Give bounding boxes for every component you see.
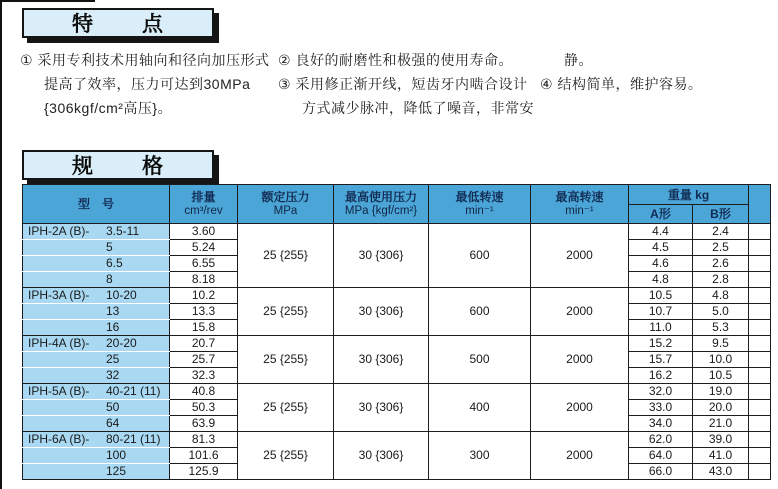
rated-pressure-cell: 25 {255}: [238, 224, 334, 288]
displacement-cell: 101.6: [170, 448, 238, 464]
edge-cell: [749, 304, 771, 320]
weight-a-cell: 10.7: [629, 304, 693, 320]
model-cell: [23, 272, 170, 288]
model-cell: [23, 224, 170, 240]
feature-column: [540, 48, 770, 120]
weight-b-cell: 20.0: [693, 400, 749, 416]
model-cell: [23, 368, 170, 384]
model-size-label: 125: [106, 464, 127, 478]
model-cell: [23, 416, 170, 432]
table-row: [23, 336, 771, 352]
displacement-cell: 20.7: [170, 336, 238, 352]
weight-b-cell: 2.4: [693, 224, 749, 240]
model-series-label: IPH-3A (B)-: [28, 288, 90, 302]
page-top-border: [0, 0, 95, 2]
weight-b-cell: 2.6: [693, 256, 749, 272]
displacement-cell: 40.8: [170, 384, 238, 400]
features-text: [20, 48, 770, 120]
weight-a-cell: 4.4: [629, 224, 693, 240]
weight-b-cell: 5.0: [693, 304, 749, 320]
model-size-label: 40-21 (11): [106, 384, 161, 398]
displacement-cell: 3.60: [170, 224, 238, 240]
min-speed-cell: 600: [429, 288, 531, 336]
features-title-char: 点: [142, 13, 164, 36]
model-size-label: 100: [106, 448, 127, 462]
displacement-cell: 81.3: [170, 432, 238, 448]
model-cell: [23, 352, 170, 368]
model-size-label: 64: [106, 416, 120, 430]
displacement-cell: 8.18: [170, 272, 238, 288]
col-header-min-speed: 最低转速 min⁻¹: [429, 185, 531, 224]
model-series-label: IPH-2A (B)-: [28, 224, 90, 238]
displacement-cell: 32.3: [170, 368, 238, 384]
feature-line: 提高了效率，压力可达到30MPa: [44, 76, 251, 92]
model-series-label: IPH-6A (B)-: [28, 432, 90, 446]
displacement-cell: 6.55: [170, 256, 238, 272]
edge-cell: [749, 320, 771, 336]
weight-a-cell: 16.2: [629, 368, 693, 384]
weight-b-cell: 2.5: [693, 240, 749, 256]
model-cell: [23, 464, 170, 480]
edge-cell: [749, 384, 771, 400]
edge-cell: [749, 240, 771, 256]
weight-b-cell: 19.0: [693, 384, 749, 400]
weight-a-cell: 4.5: [629, 240, 693, 256]
model-series-label: IPH-4A (B)-: [28, 336, 90, 350]
col-header-weight-a: A形: [629, 205, 693, 224]
feature-column: [20, 48, 278, 120]
edge-cell: [749, 352, 771, 368]
edge-cell: [749, 400, 771, 416]
weight-b-cell: 10.0: [693, 352, 749, 368]
max-pressure-cell: 30 {306}: [334, 224, 429, 288]
spec-table-wrap: [22, 184, 771, 480]
model-size-label: 50: [106, 400, 120, 414]
weight-a-cell: 32.0: [629, 384, 693, 400]
max-pressure-cell: 30 {306}: [334, 336, 429, 384]
min-speed-cell: 400: [429, 384, 531, 432]
max-pressure-cell: 30 {306}: [334, 432, 429, 480]
rated-pressure-cell: 25 {255}: [238, 432, 334, 480]
edge-cell: [749, 272, 771, 288]
edge-cell: [749, 416, 771, 432]
weight-b-cell: 9.5: [693, 336, 749, 352]
weight-b-cell: 5.3: [693, 320, 749, 336]
model-cell: [23, 320, 170, 336]
max-speed-cell: 2000: [531, 432, 629, 480]
col-header-model: 型 号: [23, 185, 170, 224]
model-cell: [23, 240, 170, 256]
edge-cell: [749, 448, 771, 464]
model-size-label: 3.5-11: [106, 224, 140, 238]
table-row: [23, 224, 771, 240]
model-cell: [23, 288, 170, 304]
feature-line: 静。: [564, 52, 593, 68]
rated-pressure-cell: 25 {255}: [238, 384, 334, 432]
col-header-max-speed: 最高转速 min⁻¹: [531, 185, 629, 224]
weight-b-cell: 43.0: [693, 464, 749, 480]
edge-cell: [749, 256, 771, 272]
table-row: [23, 384, 771, 400]
feature-line: ③ 采用修正渐开线，短齿牙内啮合设计: [278, 76, 528, 92]
rated-pressure-cell: 25 {255}: [238, 288, 334, 336]
min-speed-cell: 500: [429, 336, 531, 384]
edge-cell: [749, 368, 771, 384]
model-cell: [23, 256, 170, 272]
col-header-weight: 重量 kg: [629, 185, 749, 205]
weight-a-cell: 34.0: [629, 416, 693, 432]
weight-a-cell: 10.5: [629, 288, 693, 304]
model-size-label: 8: [106, 272, 113, 286]
weight-a-cell: 15.2: [629, 336, 693, 352]
col-header-max-pressure: 最高使用压力 MPa {kgf/cm²}: [334, 185, 429, 224]
model-size-label: 5: [106, 240, 113, 254]
edge-cell: [749, 224, 771, 240]
feature-line: ② 良好的耐磨性和极强的使用寿命。: [278, 52, 513, 68]
displacement-cell: 13.3: [170, 304, 238, 320]
displacement-cell: 63.9: [170, 416, 238, 432]
edge-cell: [749, 432, 771, 448]
weight-a-cell: 4.6: [629, 256, 693, 272]
features-title-char: 特: [72, 13, 94, 36]
displacement-cell: 15.8: [170, 320, 238, 336]
weight-b-cell: 39.0: [693, 432, 749, 448]
col-header-weight-b: B形: [693, 205, 749, 224]
model-series-label: IPH-5A (B)-: [28, 384, 90, 398]
weight-a-cell: 66.0: [629, 464, 693, 480]
model-size-label: 25: [106, 352, 120, 366]
weight-b-cell: 10.5: [693, 368, 749, 384]
model-cell: [23, 432, 170, 448]
model-size-label: 10-20: [106, 288, 137, 302]
model-cell: [23, 304, 170, 320]
feature-column: [278, 48, 540, 120]
table-row: [23, 288, 771, 304]
weight-a-cell: 15.7: [629, 352, 693, 368]
model-size-label: 16: [106, 320, 120, 334]
specs-title-char: 规: [72, 155, 94, 178]
model-cell: [23, 448, 170, 464]
weight-b-cell: 41.0: [693, 448, 749, 464]
weight-a-cell: 64.0: [629, 448, 693, 464]
edge-cell: [749, 336, 771, 352]
feature-line: 方式减少脉冲，降低了噪音，非常安: [302, 100, 534, 116]
feature-line: {306kgf/cm²高压}。: [44, 100, 173, 116]
model-size-label: 13: [106, 304, 120, 318]
weight-b-cell: 21.0: [693, 416, 749, 432]
feature-line: ① 采用专利技术用轴向和径向加压形式: [20, 52, 270, 68]
model-cell: [23, 400, 170, 416]
displacement-cell: 5.24: [170, 240, 238, 256]
page-left-border: [0, 0, 2, 489]
edge-cell: [749, 464, 771, 480]
model-size-label: 6.5: [106, 256, 123, 270]
specs-title-char: 格: [142, 155, 164, 178]
col-header-rated-pressure: 额定压力 MPa: [238, 185, 334, 224]
weight-b-cell: 4.8: [693, 288, 749, 304]
col-header-displacement: 排量 cm³/rev: [170, 185, 238, 224]
max-pressure-cell: 30 {306}: [334, 288, 429, 336]
min-speed-cell: 600: [429, 224, 531, 288]
model-cell: [23, 384, 170, 400]
model-size-label: 32: [106, 368, 120, 382]
max-speed-cell: 2000: [531, 384, 629, 432]
model-size-label: 80-21 (11): [106, 432, 161, 446]
model-size-label: 20-20: [106, 336, 137, 350]
rated-pressure-cell: 25 {255}: [238, 336, 334, 384]
weight-a-cell: 4.8: [629, 272, 693, 288]
feature-line: ④ 结构简单，维护容易。: [540, 76, 703, 92]
model-cell: [23, 336, 170, 352]
edge-cell: [749, 288, 771, 304]
displacement-cell: 25.7: [170, 352, 238, 368]
spec-table-body: [23, 224, 771, 480]
max-speed-cell: 2000: [531, 224, 629, 288]
features-section-title: [22, 8, 214, 38]
spec-table: [22, 184, 771, 480]
specs-section-title: [22, 150, 214, 180]
displacement-cell: 50.3: [170, 400, 238, 416]
displacement-cell: 125.9: [170, 464, 238, 480]
displacement-cell: 10.2: [170, 288, 238, 304]
weight-b-cell: 2.8: [693, 272, 749, 288]
max-speed-cell: 2000: [531, 336, 629, 384]
min-speed-cell: 300: [429, 432, 531, 480]
col-header-extra: [749, 185, 771, 224]
table-row: [23, 432, 771, 448]
weight-a-cell: 33.0: [629, 400, 693, 416]
weight-a-cell: 11.0: [629, 320, 693, 336]
max-pressure-cell: 30 {306}: [334, 384, 429, 432]
max-speed-cell: 2000: [531, 288, 629, 336]
weight-a-cell: 62.0: [629, 432, 693, 448]
